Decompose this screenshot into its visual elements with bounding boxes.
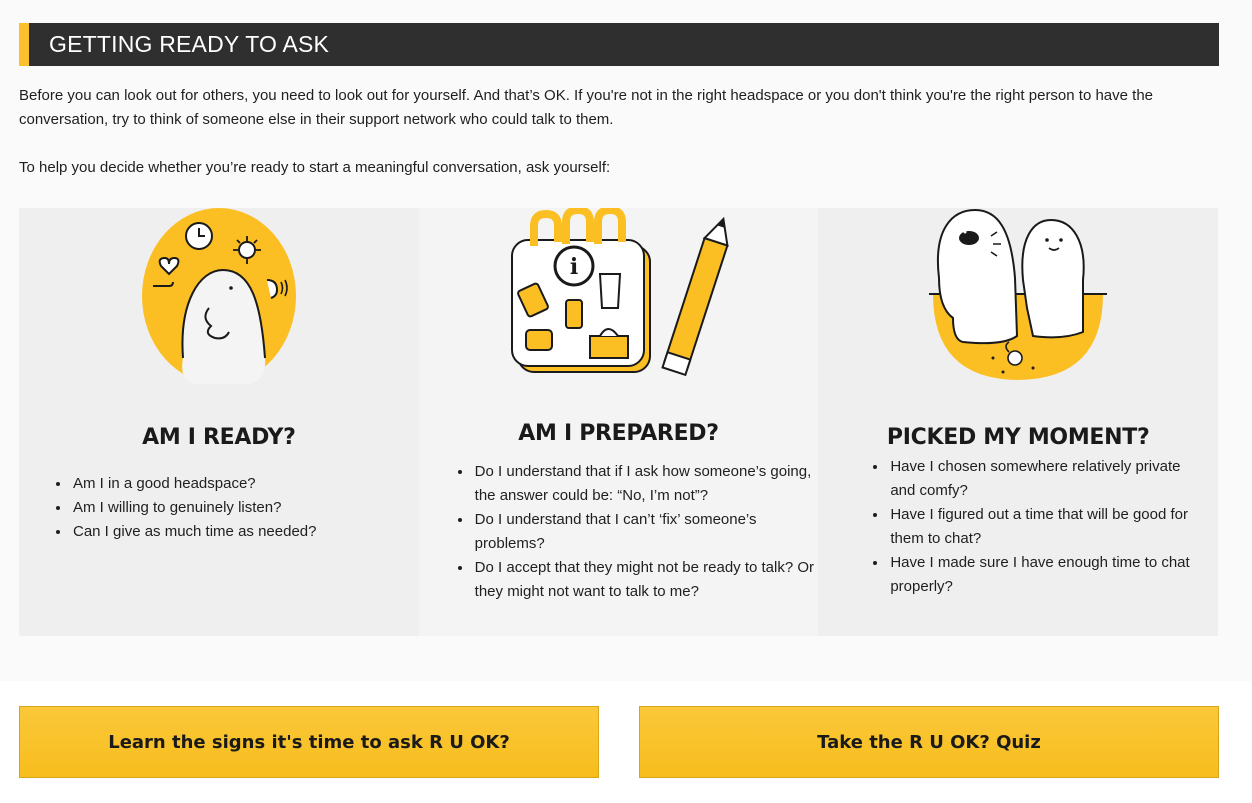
list-item: • Do I understand that I can’t ‘fix’ someone’s problems? (473, 508, 818, 556)
section-title: GETTING READY TO ASK (49, 31, 330, 57)
ready-checklist (53, 472, 411, 544)
card-title-ready: AM I READY? (142, 425, 296, 450)
thinking-person-icon (139, 208, 299, 388)
learn-signs-button[interactable]: Learn the signs it's time to ask R U OK? (19, 706, 599, 778)
intro-prompt: To help you decide whether you’re ready to start a meaningful conversation, ask yourself: (19, 159, 611, 176)
list-item: • Have I figured out a time that will be good for them to chat? (888, 503, 1208, 551)
list-item: • Am I in a good headspace? (71, 472, 411, 496)
card-title-moment: PICKED MY MOMENT? (886, 425, 1150, 450)
moment-checklist (870, 455, 1208, 599)
take-quiz-button[interactable]: Take the R U OK? Quiz (639, 706, 1219, 778)
list-item: • Can I give as much time as needed? (71, 520, 411, 544)
intro-paragraph: Before you can look out for others, you need to look out for yourself. And that’s OK. If you're not in the right headspace or you don't think you're the right person to have the conversation, try to think of someone else in their support network who could talk to them. (19, 87, 1154, 128)
card-am-i-ready (19, 208, 419, 636)
card-title-prepared: AM I PREPARED? (518, 421, 719, 446)
card-am-i-prepared (419, 208, 819, 636)
section-header (19, 23, 1219, 66)
list-item: • Have I chosen somewhere relatively private and comfy? (888, 455, 1208, 503)
list-item: • Have I made sure I have enough time to chat properly? (888, 551, 1208, 599)
calendar-pencil-icon (504, 208, 734, 383)
card-picked-my-moment (818, 208, 1218, 636)
prepared-checklist (455, 460, 818, 604)
list-item: • Do I understand that if I ask how someone’s going, the answer could be: “No, I’m not”? (473, 460, 818, 508)
svg-text:i: i (569, 254, 578, 280)
list-item: • Do I accept that they might not be ready to talk? Or they might not want to talk to me? (473, 556, 818, 604)
question-cards (19, 208, 1218, 636)
two-friends-chatting-icon (923, 208, 1113, 383)
list-item: • Am I willing to genuinely listen? (71, 496, 411, 520)
